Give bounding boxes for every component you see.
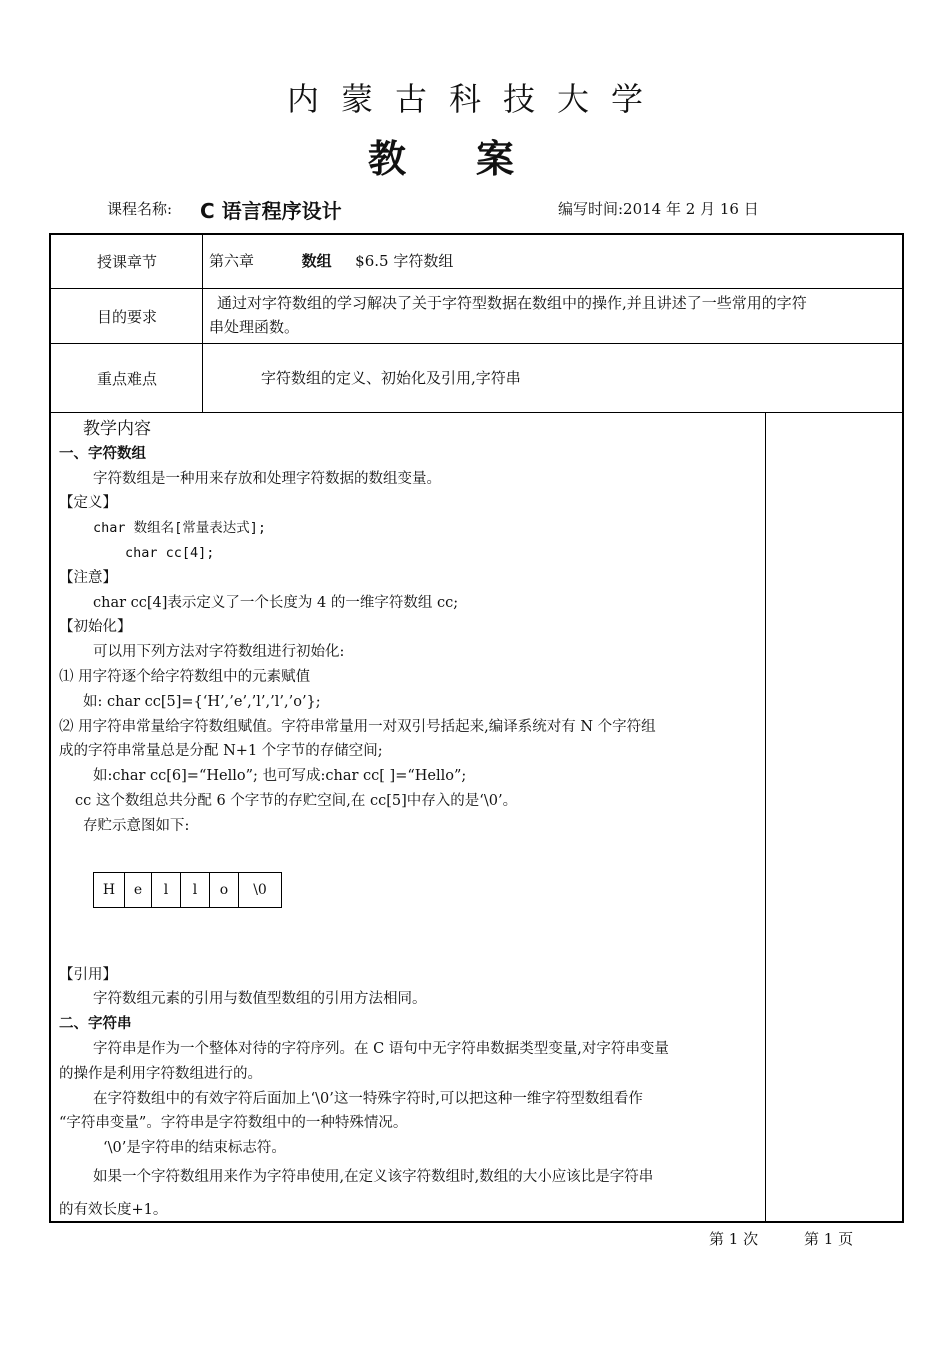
initialization-intro: 可以用下列方法对字符数组进行初始化:	[93, 644, 345, 661]
storage-cell: e	[125, 873, 152, 907]
teaching-content-heading: 教学内容	[83, 419, 151, 439]
string-para-2-line-2: “字符串变量”。字符串是字符数组中的一种特殊情况。	[59, 1115, 408, 1132]
course-name: C 语言程序设计	[200, 199, 342, 223]
string-storage-diagram	[93, 872, 282, 908]
diagram-caption: 存贮示意图如下:	[83, 817, 190, 834]
string-para-4-line-1: 如果一个字符数组用来作为字符串使用,在定义该字符数组时,数组的大小应该比是字符串	[93, 1168, 654, 1185]
course-label: 课程名称:	[107, 200, 173, 218]
key-points-label: 重点难点	[96, 370, 157, 388]
document-type-title: 教案	[367, 137, 584, 181]
initialization-title: 【初始化】	[59, 619, 132, 636]
storage-cell: l	[152, 873, 181, 907]
section-1-title: 一、字符数组	[59, 445, 146, 462]
lesson-plan-table	[49, 233, 904, 1223]
writing-date: 编写时间:2014 年 2 月 16 日	[558, 200, 759, 218]
init-method-1-example: 如: char cc[5]={‘H’,’e’,’l’,’l’,’o’};	[83, 693, 321, 710]
chapter-section: $6.5 字符数组	[355, 252, 454, 270]
init-method-2-note: cc 这个数组总共分配 6 个字节的存贮空间,在 cc[5]中存入的是‘\0’。	[75, 792, 518, 809]
init-method-2-line-1: ⑵ 用字符串常量给字符数组赋值。字符串常量用一对双引号括起来,编译系统对有 N 个字符组	[59, 718, 656, 735]
row-divider	[51, 343, 902, 344]
goal-label: 目的要求	[96, 308, 157, 326]
university-title: 内蒙古科技大学	[286, 80, 665, 118]
string-para-3: ‘\0’是字符串的结束标志符。	[103, 1140, 286, 1157]
note-line: char cc[4]表示定义了一个长度为 4 的一维字符数组 cc;	[93, 594, 459, 611]
section-2-title: 二、字符串	[59, 1016, 132, 1033]
storage-cell: \0	[253, 882, 267, 898]
chapter-prefix: 第六章	[209, 252, 255, 270]
row-divider	[51, 412, 902, 413]
chapter-label: 授课章节	[96, 253, 157, 271]
note-title: 【注意】	[59, 569, 117, 586]
definition-example: char cc[4];	[125, 544, 215, 561]
session-number: 第 1 次	[709, 1230, 759, 1248]
chapter-title: 数组	[301, 252, 332, 270]
definition-title: 【定义】	[59, 495, 117, 512]
string-para-1-line-2: 的操作是利用字符数组进行的。	[59, 1065, 262, 1082]
chapter-value	[209, 249, 453, 273]
storage-cell: o	[210, 873, 239, 907]
section-1-intro: 字符数组是一种用来存放和处理字符数据的数组变量。	[93, 470, 441, 487]
key-points-text: 字符数组的定义、初始化及引用,字符串	[261, 369, 521, 387]
init-method-2-example: 如:char cc[6]=“Hello”; 也可写成:char cc[ ]=“Hello”;	[93, 768, 467, 785]
reference-title: 【引用】	[59, 966, 117, 983]
string-para-1-line-1: 字符串是作为一个整体对待的字符序列。在 C 语句中无字符串数据类型变量,对字符串变量	[93, 1040, 669, 1057]
storage-cell: l	[181, 873, 210, 907]
goal-line-2: 串处理函数。	[209, 318, 300, 336]
notes-column-divider	[765, 412, 766, 1223]
init-method-1: ⑴ 用字符逐个给字符数组中的元素赋值	[59, 668, 311, 685]
goal-text	[209, 291, 901, 339]
row-divider	[51, 288, 902, 289]
storage-cell: H	[94, 873, 125, 907]
reference-line: 字符数组元素的引用与数值型数组的引用方法相同。	[93, 991, 427, 1008]
goal-line-1: 通过对字符数组的学习解决了关于字符型数据在数组中的操作,并且讲述了一些常用的字符	[217, 294, 807, 312]
teaching-content	[59, 417, 759, 1223]
definition-syntax: char 数组名[常量表达式];	[93, 520, 267, 537]
page-number: 第 1 页	[804, 1230, 854, 1248]
init-method-2-line-2: 成的字符串常量总是分配 N+1 个字节的存储空间;	[59, 743, 383, 760]
string-para-2-line-1: 在字符数组中的有效字符后面加上‘\0’这一特殊字符时,可以把这种一维字符型数组看作	[93, 1090, 643, 1107]
string-para-4-line-2: 的有效长度+1。	[59, 1201, 168, 1218]
